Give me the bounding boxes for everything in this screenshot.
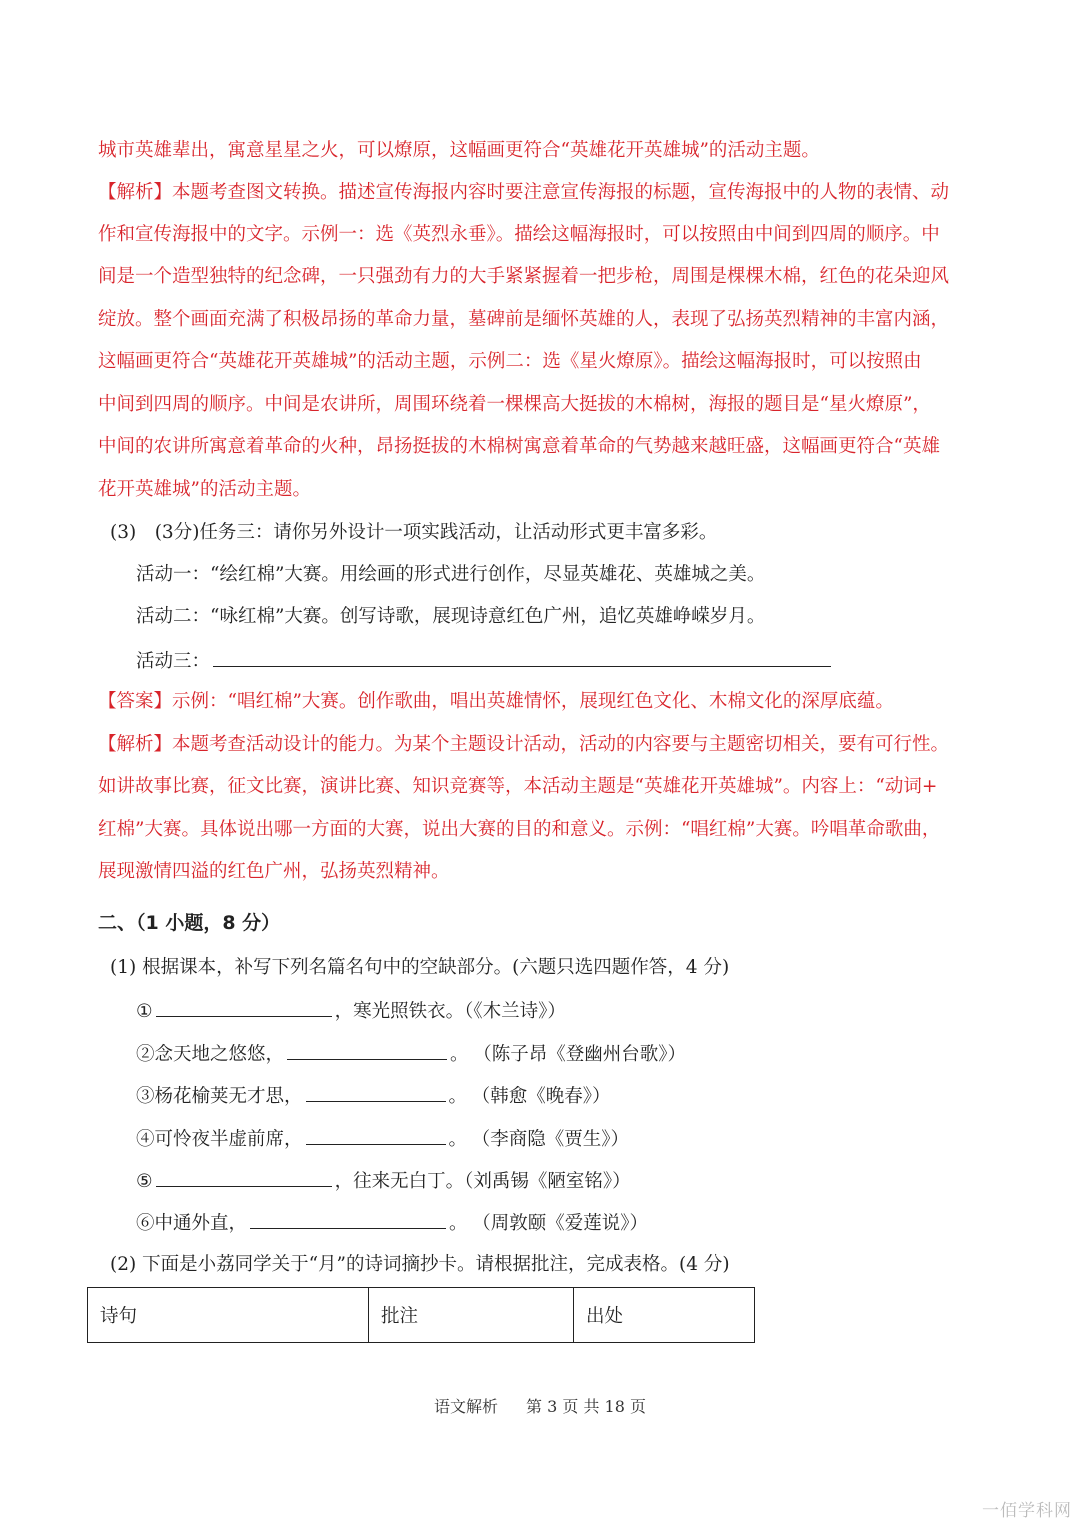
answer-blank[interactable] [213,648,831,667]
item-prefix: ④可怜夜半虚前席， [136,1129,303,1150]
answer-blank[interactable] [306,1126,446,1145]
fill-item-4 [136,1126,990,1152]
item-prefix: ① [136,1001,153,1022]
question-1-stem: (1) 根据课本，补写下列名篇名句中的空缺部分。(六题只选四题作答，4 分) [110,957,730,978]
item-text: 。 [448,1086,468,1107]
header-poem: 诗句 [88,1288,369,1343]
answer-blank[interactable] [156,1168,332,1187]
watermark: 一佰学科网 [982,1501,1072,1521]
page-footer [0,1394,1080,1417]
analysis-line: 中间的农讲所寓意着革命的火种，昂扬挺拔的木棉树寓意着革命的气势越来越旺盛，这幅画更符合“英雄 [98,436,940,457]
q3-analysis-line: 展现激情四溢的红色广州，弘扬英烈精神。 [98,861,450,882]
item-source: （《木兰诗》） [464,1001,566,1022]
item-text: 。 [449,1213,468,1234]
item-prefix: ⑥中通外直， [136,1213,248,1234]
answer-blank[interactable] [156,998,332,1017]
analysis-line: 中间到四周的顺序。中间是农讲所，周围环绕着一棵棵高大挺拔的木棉树，海报的题目是“星火燎原”， [98,394,931,415]
item-prefix: ⑤ [136,1171,153,1192]
q3-analysis-line: 【解析】本题考查活动设计的能力。为某个主题设计活动，活动的内容要与主题密切相关，要有可行性。 [98,734,950,755]
q3-analysis-line: 红棉”大赛。具体说出哪一方面的大赛，说出大赛的目的和意义。示例：“唱红棉”大赛。吟唱革命歌曲， [98,819,941,840]
analysis-line: 作和宣传海报中的文字。示例一：选《英烈永垂》。描绘这幅海报时，可以按照由中间到四周的顺序。中 [98,224,940,245]
section-heading: 二、（1 小题，8 分） [98,912,281,934]
header-source: 出处 [574,1288,755,1343]
activity-3-label: 活动三： [136,651,211,672]
item-text: ，往来无白丁。 [334,1171,465,1192]
item-text: 。 [450,1044,469,1065]
analysis-line: 【解析】本题考查图文转换。描述宣传海报内容时要注意宣传海报的标题，宣传海报中的人物的表情、动 [98,182,950,203]
poem-card-table [87,1287,755,1343]
item-source: （陈子昂《登幽州台歌》） [482,1044,687,1065]
item-source: （韩愈《晚春》） [481,1086,611,1107]
fill-item-1 [136,998,990,1024]
answer-blank[interactable] [250,1210,446,1229]
item-source: （李商隐《贾生》） [481,1129,630,1150]
activity-2: 活动二：“咏红棉”大赛。创写诗歌，展现诗意红色广州，追忆英雄峥嵘岁月。 [136,606,766,627]
question-3-stem: (3) (3分)任务三：请你另外设计一项实践活动，让活动形式更丰富多彩。 [110,522,718,543]
fill-item-5 [136,1168,990,1194]
analysis-line: 这幅画更符合“英雄花开英雄城”的活动主题，示例二：选《星火燎原》。描绘这幅海报时，可以按照由 [98,351,922,372]
analysis-line: 花开英雄城”的活动主题。 [98,479,311,500]
footer-page: 第 3 页 共 18 页 [526,1397,646,1416]
analysis-line: 间是一个造型独特的纪念碑，一只强劲有力的大手紧紧握着一把步枪，周围是棵棵木棉，红色的花朵迎风 [98,266,950,287]
answer-line: 城市英雄辈出，寓意星星之火，可以燎原，这幅画更符合“英雄花开英雄城”的活动主题。 [98,140,820,161]
item-source: （刘禹锡《陋室铭》） [464,1171,631,1192]
q3-analysis-line: 如讲故事比赛，征文比赛，演讲比赛、知识竞赛等，本活动主题是“英雄花开英雄城”。内容上：“动词+ [98,776,938,797]
activity-1: 活动一：“绘红棉”大赛。用绘画的形式进行创作，尽显英雄花、英雄城之美。 [136,564,766,585]
fill-item-3 [136,1083,990,1109]
fill-item-2 [136,1041,990,1067]
q3-answer: 【答案】示例：“唱红棉”大赛。创作歌曲，唱出英雄情怀，展现红色文化、木棉文化的深厚底蕴。 [98,691,894,712]
item-prefix: ②念天地之悠悠， [136,1044,285,1065]
item-source: （周敦颐《爱莲说》） [481,1213,649,1234]
header-note: 批注 [369,1288,574,1343]
analysis-line: 绽放。整个画面充满了积极昂扬的革命力量，墓碑前是缅怀英雄的人，表现了弘扬英烈精神的丰富内涵， [98,309,950,330]
question-2-stem: (2) 下面是小荔同学关于“月”的诗词摘抄卡。请根据批注，完成表格。(4 分) [110,1254,730,1275]
table-header-row [88,1288,755,1343]
item-text: 。 [448,1129,468,1150]
item-prefix: ③杨花榆荚无才思， [136,1086,303,1107]
answer-blank[interactable] [287,1041,447,1060]
footer-subject: 语文解析 [434,1397,499,1416]
answer-blank[interactable] [306,1083,446,1102]
fill-item-6 [136,1210,990,1236]
activity-3 [136,648,990,674]
item-text: ，寒光照铁衣。 [334,1001,465,1022]
